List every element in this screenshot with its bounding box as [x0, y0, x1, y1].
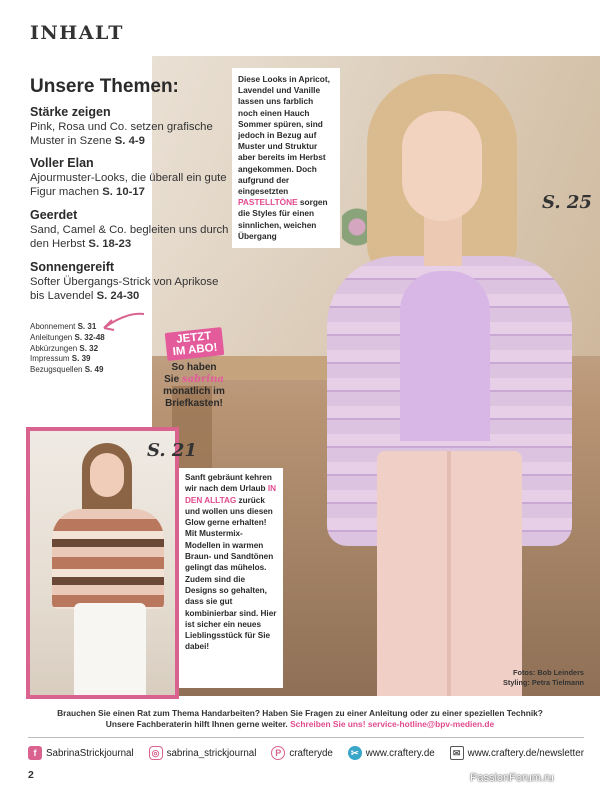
theme-pages: S. 18-23 [88, 238, 132, 251]
help-text: Brauchen Sie einen Rat zum Thema Handarbeiten? Haben Sie Fragen zu einer Anleitung oder zu einer speziellen Technik? Unsere Fachberaterin hilft Ihnen gerne weiter. Schreiben Sie uns! service-hotline@bpv-medien.de [57, 708, 543, 729]
instagram-icon: ◎ [149, 746, 163, 760]
theme-item[interactable]: Geerdet Sand, Camel & Co. begleiten uns durch den Herbst S. 18-23 [30, 208, 232, 252]
subscription-text: So haben Sie sabrina monatlich im Briefkasten! [163, 362, 225, 409]
index-item[interactable]: Anleitungen S. 32-48 [30, 332, 105, 342]
web-icon: ✂ [348, 746, 362, 760]
subscription-badge[interactable] [152, 330, 236, 410]
footer-divider [28, 737, 584, 738]
hero-page-ref: S. 25 [542, 192, 592, 213]
arrow-icon [96, 310, 146, 340]
photo-note-top: Diese Looks in Apricot, Lavendel und Vanille lassen uns farblich noch einen Hauch Sommer spüren, sind jedoch in Bezug auf Muster und Struktur aber bereits im Herbst angekommen. Doch aufgrund der eingesetzten PASTELLTÖNE sorgen die Styles für einen sinnlichen, weichen Übergang [232, 68, 340, 248]
theme-pages: S. 10-17 [102, 186, 145, 199]
theme-pages: S. 24-30 [96, 290, 140, 303]
theme-item[interactable]: Sonnengereift Softer Übergangs-Strick von Aprikose bis Lavendel S. 24-30 [30, 260, 232, 304]
themes-title: Unsere Themen: [30, 76, 179, 97]
theme-title: Voller Elan [30, 156, 94, 170]
instagram-link[interactable]: ◎ sabrina_strickjournal [149, 746, 257, 760]
index-item[interactable]: Impressum S. 39 [30, 354, 91, 364]
facebook-link[interactable]: f SabrinaStrickjournal [28, 746, 134, 760]
service-email-link[interactable]: Schreiben Sie uns! service-hotline@bpv-medien.de [290, 719, 495, 729]
theme-title: Stärke zeigen [30, 105, 111, 119]
subscription-label: JETZT IM ABO! [164, 327, 224, 361]
website-link[interactable]: ✂ www.craftery.de [348, 746, 435, 760]
secondary-page-ref: S. 21 [147, 440, 197, 461]
index-item[interactable]: Abkürzungen S. 32 [30, 343, 99, 353]
theme-title: Geerdet [30, 208, 78, 222]
pinterest-icon: P [271, 746, 285, 760]
social-links [28, 744, 584, 762]
facebook-icon: f [28, 746, 42, 760]
photo-credits: Fotos: Bob Leinders Styling: Petra Tielmann [503, 668, 584, 687]
index-item[interactable]: Abonnement S. 31 [30, 322, 97, 331]
secondary-photo [26, 427, 179, 699]
theme-item[interactable]: Voller Elan Ajourmuster-Looks, die überall ein gute Figur machen S. 10-17 [30, 156, 232, 200]
index-list [30, 322, 105, 376]
watermark: PassionForum.ru [470, 772, 554, 784]
pinterest-link[interactable]: P crafteryde [271, 746, 333, 760]
index-item[interactable]: Bezugsquellen S. 49 [30, 365, 104, 375]
theme-pages: S. 4-9 [114, 135, 145, 148]
page-heading: INHALT [30, 22, 124, 44]
theme-item[interactable]: Stärke zeigen Pink, Rosa und Co. setzen grafische Muster in Szene S. 4-9 [30, 105, 232, 149]
photo-note-bottom: Sanft gebräunt kehren wir nach dem Urlaub IN DEN ALLTAG zurück und wollen uns diesen Glow gerne erhalten! Mit Mustermix-Modellen in warmen Braun- und Sandtönen gelingt das mühelos. Zudem sind die Designs so gehalten, dass sie gut kombinierbar sind. Hier ist sicher ein neues Lieblingsstück für Sie dabei! [179, 468, 283, 688]
newsletter-link[interactable]: ✉ www.craftery.de/newsletter [450, 746, 584, 760]
page-number: 2 [28, 769, 34, 781]
newsletter-icon: ✉ [450, 746, 464, 760]
theme-title: Sonnengereift [30, 260, 115, 274]
